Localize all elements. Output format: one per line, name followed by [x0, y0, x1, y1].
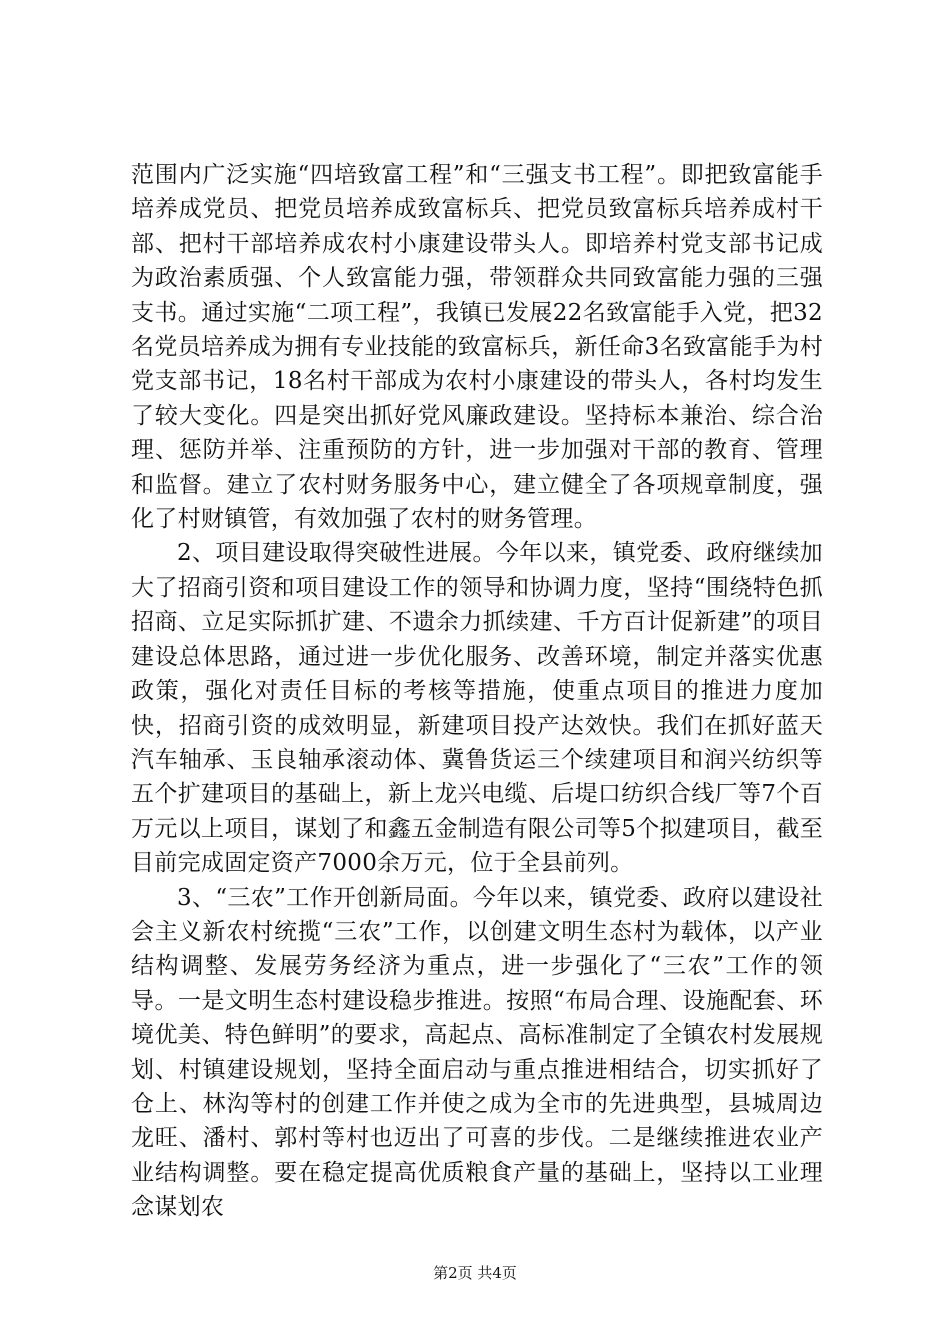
document-body	[131, 158, 823, 1225]
paragraph-project-construction: 2、项目建设取得突破性进展。今年以来，镇党委、政府继续加大了招商引资和项目建设工作的领导和协调力度，坚持“围绕特色抓招商、立足实际抓扩建、不遗余力抓续建、千方百计促新建”的项目建设总体思路，通过进一步优化服务、改善环境，制定并落实优惠政策，强化对责任目标的考核等措施，使重点项目的推进力度加快，招商引资的成效明显，新建项目投产达效快。我们在抓好蓝天汽车轴承、玉良轴承滚动体、冀鲁货运三个续建项目和润兴纺织等五个扩建项目的基础上，新上龙兴电缆、后堤口纺织合线厂等7个百万元以上项目，谋划了和鑫五金制造有限公司等5个拟建项目，截至目前完成固定资产7000余万元，位于全县前列。	[131, 540, 823, 877]
paragraph-three-rural: 3、“三农”工作开创新局面。今年以来，镇党委、政府以建设社会主义新农村统揽“三农”工作，以创建文明生态村为载体，以产业结构调整、发展劳务经济为重点，进一步强化了“三农”工作的领导。一是文明生态村建设稳步推进。按照“布局合理、设施配套、环境优美、特色鲜明”的要求，高起点、高标准制定了全镇农村发展规划、村镇建设规划，坚持全面启动与重点推进相结合，切实抓好了仓上、林沟等村的创建工作并使之成为全市的先进典型，县城周边龙旺、潘村、郭村等村也迈出了可喜的步伐。二是继续推进农业产业结构调整。要在稳定提高优质粮食产量的基础上，坚持以工业理念谋划农	[131, 884, 823, 1221]
paragraph-continuation: 范围内广泛实施“四培致富工程”和“三强支书工程”。即把致富能手培养成党员、把党员培养成致富标兵、把党员致富标兵培养成村干部、把村干部培养成农村小康建设带头人。即培养村党支部书记成为政治素质强、个人致富能力强，带领群众共同致富能力强的三强支书。通过实施“二项工程”，我镇已发展22名致富能手入党，把32名党员培养成为拥有专业技能的致富标兵，新任命3名致富能手为村党支部书记，18名村干部成为农村小康建设的带头人，各村均发生了较大变化。四是突出抓好党风廉政建设。坚持标本兼治、综合治理、惩防并举、注重预防的方针，进一步加强对干部的教育、管理和监督。建立了农村财务服务中心，建立健全了各项规章制度，强化了村财镇管，有效加强了农村的财务管理。	[131, 162, 823, 533]
page-number-footer: 第2页 共4页	[433, 1264, 517, 1282]
